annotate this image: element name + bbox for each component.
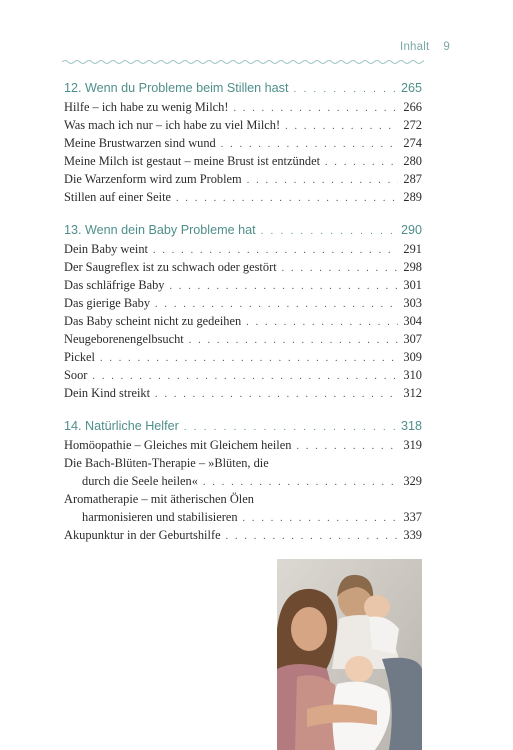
toc-entry-line1[interactable]	[64, 490, 422, 508]
toc-entry[interactable]	[64, 258, 422, 276]
toc-section-13	[64, 221, 422, 402]
section-heading[interactable]	[64, 417, 422, 436]
entry-page: 280	[403, 154, 422, 168]
toc-entry[interactable]	[64, 330, 422, 348]
entry-title: Der Saugreflex ist zu schwach oder gestört	[64, 260, 277, 274]
table-of-contents	[64, 79, 422, 544]
toc-entry-continuation[interactable]	[64, 508, 422, 526]
entry-title: Dein Baby weint	[64, 242, 148, 256]
dot-leader	[285, 118, 398, 136]
dot-leader	[189, 332, 399, 350]
entry-title: Soor	[64, 368, 88, 382]
entry-title: Meine Milch ist gestaut – meine Brust ist entzündet	[64, 154, 321, 168]
toc-entry[interactable]	[64, 188, 422, 206]
entry-page: 272	[403, 118, 422, 132]
toc-entry-line1[interactable]	[64, 454, 422, 472]
entry-page: 304	[403, 314, 422, 328]
entry-title: Die Bach-Blüten-Therapie – »Blüten, die	[64, 456, 269, 470]
toc-entry[interactable]	[64, 436, 422, 454]
section-heading[interactable]	[64, 221, 422, 240]
toc-entry[interactable]	[64, 170, 422, 188]
entry-title: Stillen auf einer Seite	[64, 190, 172, 204]
section-heading[interactable]	[64, 79, 422, 98]
dot-leader	[176, 190, 398, 208]
running-head-label: Inhalt	[400, 41, 430, 53]
entry-title: Das gierige Baby	[64, 296, 151, 310]
running-head	[400, 41, 450, 53]
toc-entry[interactable]	[64, 276, 422, 294]
dot-leader	[246, 314, 398, 332]
entry-page: 319	[403, 438, 422, 452]
entry-title: Neugeborenengelbsucht	[64, 332, 184, 346]
section-page: 265	[400, 81, 422, 95]
entry-page: 307	[403, 332, 422, 346]
section-title: 13. Wenn dein Baby Probleme hat	[64, 223, 256, 237]
toc-entry[interactable]	[64, 98, 422, 116]
entry-title: Pickel	[64, 350, 95, 364]
toc-entry[interactable]	[64, 526, 422, 544]
toc-entry[interactable]	[64, 116, 422, 134]
entry-title: Das schläfrige Baby	[64, 278, 165, 292]
dot-leader	[247, 172, 399, 190]
entry-page: 309	[403, 350, 422, 364]
entry-page: 301	[403, 278, 422, 292]
entry-page: 266	[403, 100, 422, 114]
entry-page: 310	[403, 368, 422, 382]
photo-illustration	[277, 559, 422, 750]
entry-title: Was mach ich nur – ich habe zu viel Milch!	[64, 118, 281, 132]
entry-title-continuation: harmonisieren und stabilisieren	[82, 510, 238, 524]
toc-entry[interactable]	[64, 366, 422, 384]
entry-page: 303	[403, 296, 422, 310]
entry-title: Das Baby scheint nicht zu gedeihen	[64, 314, 242, 328]
dot-leader	[155, 386, 398, 404]
toc-section-14	[64, 417, 422, 544]
entry-title: Die Warzenform wird zum Problem	[64, 172, 242, 186]
entry-page: 274	[403, 136, 422, 150]
dot-leader	[226, 528, 399, 546]
toc-entry[interactable]	[64, 312, 422, 330]
entry-page: 312	[403, 386, 422, 400]
breastfeeding-photo	[277, 559, 422, 750]
toc-entry-continuation[interactable]	[64, 472, 422, 490]
entry-page: 337	[403, 510, 422, 524]
entry-page: 291	[403, 242, 422, 256]
wavy-divider	[62, 58, 424, 66]
dot-leader	[169, 278, 398, 296]
entry-page: 329	[403, 474, 422, 488]
toc-entry[interactable]	[64, 240, 422, 258]
dot-leader	[243, 510, 399, 528]
entry-title: Meine Brustwarzen sind wund	[64, 136, 216, 150]
toc-entry[interactable]	[64, 134, 422, 152]
entry-page: 298	[403, 260, 422, 274]
dot-leader	[293, 80, 396, 99]
toc-entry[interactable]	[64, 294, 422, 312]
entry-page: 339	[403, 528, 422, 542]
toc-entry[interactable]	[64, 152, 422, 170]
entry-title: Hilfe – ich habe zu wenig Milch!	[64, 100, 229, 114]
section-gap	[64, 402, 422, 417]
entry-title: Aromatherapie – mit ätherischen Ölen	[64, 492, 254, 506]
dot-leader	[282, 260, 399, 278]
toc-entry[interactable]	[64, 384, 422, 402]
entry-title: Dein Kind streikt	[64, 386, 151, 400]
dot-leader	[184, 418, 396, 437]
entry-page: 287	[403, 172, 422, 186]
dot-leader	[261, 222, 396, 241]
entry-page: 289	[403, 190, 422, 204]
page-number: 9	[443, 41, 450, 53]
section-gap	[64, 206, 422, 221]
section-title: 14. Natürliche Helfer	[64, 419, 179, 433]
toc-section-12	[64, 79, 422, 206]
section-page: 290	[400, 223, 422, 237]
section-page: 318	[400, 419, 422, 433]
toc-entry[interactable]	[64, 348, 422, 366]
dot-leader	[325, 154, 398, 172]
entry-title: Akupunktur in der Geburtshilfe	[64, 528, 221, 542]
entry-title-continuation: durch die Seele heilen«	[82, 474, 198, 488]
dot-leader	[296, 438, 398, 456]
dot-leader	[100, 350, 398, 368]
section-title: 12. Wenn du Probleme beim Stillen hast	[64, 81, 289, 95]
entry-title: Homöopathie – Gleiches mit Gleichem heilen	[64, 438, 292, 452]
